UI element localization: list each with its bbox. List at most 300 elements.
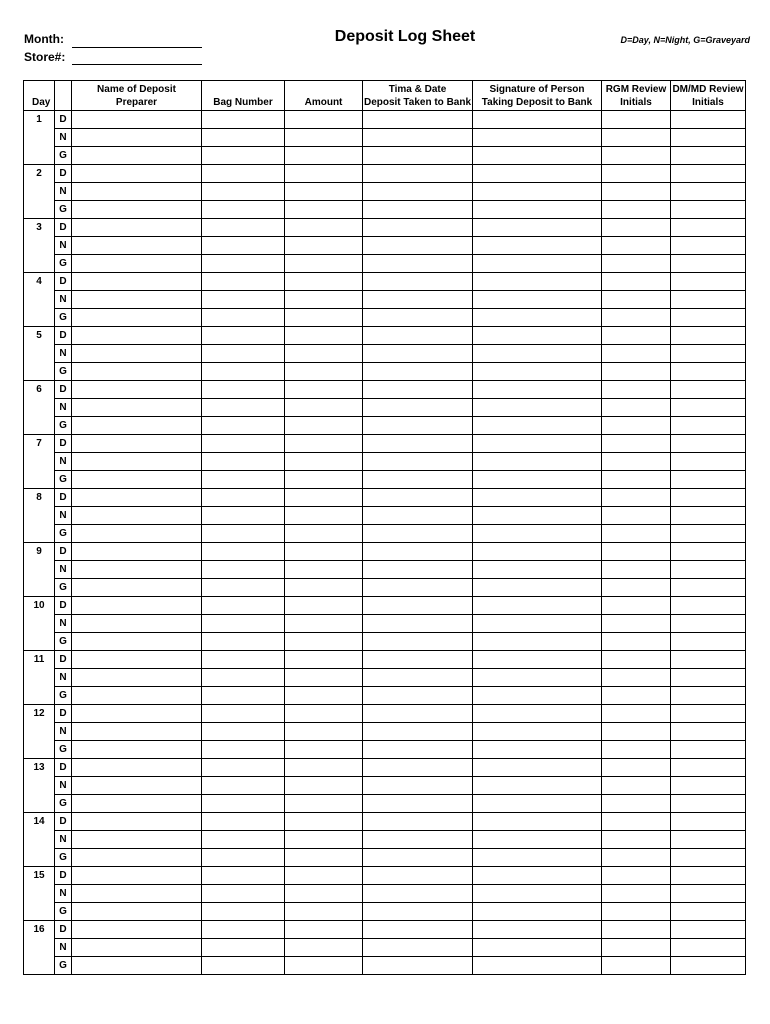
signature-cell[interactable] xyxy=(473,327,602,345)
signature-cell[interactable] xyxy=(473,201,602,219)
bag-number-cell[interactable] xyxy=(202,471,285,489)
signature-cell[interactable] xyxy=(473,813,602,831)
time-date-cell[interactable] xyxy=(363,957,473,975)
time-date-cell[interactable] xyxy=(363,633,473,651)
signature-cell[interactable] xyxy=(473,705,602,723)
dm-md-initials-cell[interactable] xyxy=(671,489,746,507)
preparer-cell[interactable] xyxy=(72,795,202,813)
rgm-initials-cell[interactable] xyxy=(602,723,671,741)
signature-cell[interactable] xyxy=(473,471,602,489)
bag-number-cell[interactable] xyxy=(202,561,285,579)
dm-md-initials-cell[interactable] xyxy=(671,957,746,975)
preparer-cell[interactable] xyxy=(72,399,202,417)
preparer-cell[interactable] xyxy=(72,291,202,309)
rgm-initials-cell[interactable] xyxy=(602,237,671,255)
amount-cell[interactable] xyxy=(285,471,363,489)
dm-md-initials-cell[interactable] xyxy=(671,309,746,327)
preparer-cell[interactable] xyxy=(72,381,202,399)
dm-md-initials-cell[interactable] xyxy=(671,777,746,795)
bag-number-cell[interactable] xyxy=(202,795,285,813)
preparer-cell[interactable] xyxy=(72,363,202,381)
time-date-cell[interactable] xyxy=(363,561,473,579)
time-date-cell[interactable] xyxy=(363,885,473,903)
amount-cell[interactable] xyxy=(285,201,363,219)
preparer-cell[interactable] xyxy=(72,435,202,453)
signature-cell[interactable] xyxy=(473,687,602,705)
signature-cell[interactable] xyxy=(473,507,602,525)
bag-number-cell[interactable] xyxy=(202,525,285,543)
rgm-initials-cell[interactable] xyxy=(602,741,671,759)
rgm-initials-cell[interactable] xyxy=(602,759,671,777)
bag-number-cell[interactable] xyxy=(202,849,285,867)
time-date-cell[interactable] xyxy=(363,111,473,129)
time-date-cell[interactable] xyxy=(363,579,473,597)
preparer-cell[interactable] xyxy=(72,111,202,129)
month-field[interactable] xyxy=(72,47,202,48)
bag-number-cell[interactable] xyxy=(202,489,285,507)
bag-number-cell[interactable] xyxy=(202,867,285,885)
preparer-cell[interactable] xyxy=(72,669,202,687)
bag-number-cell[interactable] xyxy=(202,885,285,903)
signature-cell[interactable] xyxy=(473,795,602,813)
preparer-cell[interactable] xyxy=(72,309,202,327)
preparer-cell[interactable] xyxy=(72,687,202,705)
amount-cell[interactable] xyxy=(285,147,363,165)
bag-number-cell[interactable] xyxy=(202,345,285,363)
amount-cell[interactable] xyxy=(285,489,363,507)
time-date-cell[interactable] xyxy=(363,939,473,957)
amount-cell[interactable] xyxy=(285,939,363,957)
preparer-cell[interactable] xyxy=(72,183,202,201)
preparer-cell[interactable] xyxy=(72,759,202,777)
store-field[interactable] xyxy=(72,64,202,65)
amount-cell[interactable] xyxy=(285,345,363,363)
preparer-cell[interactable] xyxy=(72,651,202,669)
preparer-cell[interactable] xyxy=(72,489,202,507)
time-date-cell[interactable] xyxy=(363,453,473,471)
signature-cell[interactable] xyxy=(473,921,602,939)
signature-cell[interactable] xyxy=(473,147,602,165)
time-date-cell[interactable] xyxy=(363,795,473,813)
signature-cell[interactable] xyxy=(473,165,602,183)
signature-cell[interactable] xyxy=(473,309,602,327)
preparer-cell[interactable] xyxy=(72,741,202,759)
signature-cell[interactable] xyxy=(473,615,602,633)
bag-number-cell[interactable] xyxy=(202,669,285,687)
dm-md-initials-cell[interactable] xyxy=(671,579,746,597)
signature-cell[interactable] xyxy=(473,543,602,561)
signature-cell[interactable] xyxy=(473,831,602,849)
bag-number-cell[interactable] xyxy=(202,219,285,237)
time-date-cell[interactable] xyxy=(363,309,473,327)
bag-number-cell[interactable] xyxy=(202,183,285,201)
dm-md-initials-cell[interactable] xyxy=(671,255,746,273)
amount-cell[interactable] xyxy=(285,453,363,471)
preparer-cell[interactable] xyxy=(72,417,202,435)
preparer-cell[interactable] xyxy=(72,237,202,255)
dm-md-initials-cell[interactable] xyxy=(671,327,746,345)
amount-cell[interactable] xyxy=(285,579,363,597)
dm-md-initials-cell[interactable] xyxy=(671,543,746,561)
bag-number-cell[interactable] xyxy=(202,147,285,165)
bag-number-cell[interactable] xyxy=(202,291,285,309)
rgm-initials-cell[interactable] xyxy=(602,327,671,345)
bag-number-cell[interactable] xyxy=(202,381,285,399)
amount-cell[interactable] xyxy=(285,615,363,633)
bag-number-cell[interactable] xyxy=(202,417,285,435)
time-date-cell[interactable] xyxy=(363,435,473,453)
signature-cell[interactable] xyxy=(473,129,602,147)
preparer-cell[interactable] xyxy=(72,525,202,543)
rgm-initials-cell[interactable] xyxy=(602,597,671,615)
signature-cell[interactable] xyxy=(473,651,602,669)
amount-cell[interactable] xyxy=(285,669,363,687)
dm-md-initials-cell[interactable] xyxy=(671,831,746,849)
signature-cell[interactable] xyxy=(473,435,602,453)
time-date-cell[interactable] xyxy=(363,129,473,147)
time-date-cell[interactable] xyxy=(363,363,473,381)
bag-number-cell[interactable] xyxy=(202,723,285,741)
preparer-cell[interactable] xyxy=(72,921,202,939)
bag-number-cell[interactable] xyxy=(202,831,285,849)
signature-cell[interactable] xyxy=(473,939,602,957)
amount-cell[interactable] xyxy=(285,417,363,435)
preparer-cell[interactable] xyxy=(72,219,202,237)
amount-cell[interactable] xyxy=(285,813,363,831)
bag-number-cell[interactable] xyxy=(202,273,285,291)
time-date-cell[interactable] xyxy=(363,237,473,255)
dm-md-initials-cell[interactable] xyxy=(671,471,746,489)
preparer-cell[interactable] xyxy=(72,273,202,291)
bag-number-cell[interactable] xyxy=(202,705,285,723)
dm-md-initials-cell[interactable] xyxy=(671,147,746,165)
rgm-initials-cell[interactable] xyxy=(602,273,671,291)
dm-md-initials-cell[interactable] xyxy=(671,669,746,687)
time-date-cell[interactable] xyxy=(363,381,473,399)
preparer-cell[interactable] xyxy=(72,255,202,273)
bag-number-cell[interactable] xyxy=(202,201,285,219)
dm-md-initials-cell[interactable] xyxy=(671,903,746,921)
rgm-initials-cell[interactable] xyxy=(602,201,671,219)
bag-number-cell[interactable] xyxy=(202,687,285,705)
rgm-initials-cell[interactable] xyxy=(602,705,671,723)
dm-md-initials-cell[interactable] xyxy=(671,651,746,669)
rgm-initials-cell[interactable] xyxy=(602,849,671,867)
signature-cell[interactable] xyxy=(473,417,602,435)
dm-md-initials-cell[interactable] xyxy=(671,111,746,129)
rgm-initials-cell[interactable] xyxy=(602,651,671,669)
dm-md-initials-cell[interactable] xyxy=(671,525,746,543)
dm-md-initials-cell[interactable] xyxy=(671,939,746,957)
time-date-cell[interactable] xyxy=(363,867,473,885)
signature-cell[interactable] xyxy=(473,561,602,579)
signature-cell[interactable] xyxy=(473,453,602,471)
bag-number-cell[interactable] xyxy=(202,543,285,561)
bag-number-cell[interactable] xyxy=(202,111,285,129)
preparer-cell[interactable] xyxy=(72,129,202,147)
dm-md-initials-cell[interactable] xyxy=(671,687,746,705)
preparer-cell[interactable] xyxy=(72,957,202,975)
time-date-cell[interactable] xyxy=(363,777,473,795)
rgm-initials-cell[interactable] xyxy=(602,345,671,363)
time-date-cell[interactable] xyxy=(363,327,473,345)
amount-cell[interactable] xyxy=(285,687,363,705)
signature-cell[interactable] xyxy=(473,597,602,615)
dm-md-initials-cell[interactable] xyxy=(671,723,746,741)
dm-md-initials-cell[interactable] xyxy=(671,561,746,579)
amount-cell[interactable] xyxy=(285,219,363,237)
rgm-initials-cell[interactable] xyxy=(602,903,671,921)
signature-cell[interactable] xyxy=(473,885,602,903)
amount-cell[interactable] xyxy=(285,597,363,615)
amount-cell[interactable] xyxy=(285,759,363,777)
time-date-cell[interactable] xyxy=(363,219,473,237)
amount-cell[interactable] xyxy=(285,291,363,309)
dm-md-initials-cell[interactable] xyxy=(671,813,746,831)
signature-cell[interactable] xyxy=(473,759,602,777)
amount-cell[interactable] xyxy=(285,921,363,939)
signature-cell[interactable] xyxy=(473,579,602,597)
rgm-initials-cell[interactable] xyxy=(602,831,671,849)
amount-cell[interactable] xyxy=(285,183,363,201)
signature-cell[interactable] xyxy=(473,741,602,759)
amount-cell[interactable] xyxy=(285,867,363,885)
amount-cell[interactable] xyxy=(285,273,363,291)
rgm-initials-cell[interactable] xyxy=(602,219,671,237)
preparer-cell[interactable] xyxy=(72,507,202,525)
rgm-initials-cell[interactable] xyxy=(602,939,671,957)
signature-cell[interactable] xyxy=(473,849,602,867)
preparer-cell[interactable] xyxy=(72,453,202,471)
time-date-cell[interactable] xyxy=(363,651,473,669)
amount-cell[interactable] xyxy=(285,507,363,525)
preparer-cell[interactable] xyxy=(72,597,202,615)
rgm-initials-cell[interactable] xyxy=(602,309,671,327)
time-date-cell[interactable] xyxy=(363,615,473,633)
dm-md-initials-cell[interactable] xyxy=(671,849,746,867)
dm-md-initials-cell[interactable] xyxy=(671,183,746,201)
dm-md-initials-cell[interactable] xyxy=(671,507,746,525)
rgm-initials-cell[interactable] xyxy=(602,795,671,813)
dm-md-initials-cell[interactable] xyxy=(671,705,746,723)
bag-number-cell[interactable] xyxy=(202,813,285,831)
preparer-cell[interactable] xyxy=(72,867,202,885)
rgm-initials-cell[interactable] xyxy=(602,111,671,129)
rgm-initials-cell[interactable] xyxy=(602,615,671,633)
bag-number-cell[interactable] xyxy=(202,759,285,777)
time-date-cell[interactable] xyxy=(363,417,473,435)
amount-cell[interactable] xyxy=(285,363,363,381)
signature-cell[interactable] xyxy=(473,399,602,417)
dm-md-initials-cell[interactable] xyxy=(671,363,746,381)
amount-cell[interactable] xyxy=(285,705,363,723)
dm-md-initials-cell[interactable] xyxy=(671,381,746,399)
time-date-cell[interactable] xyxy=(363,759,473,777)
time-date-cell[interactable] xyxy=(363,147,473,165)
dm-md-initials-cell[interactable] xyxy=(671,399,746,417)
rgm-initials-cell[interactable] xyxy=(602,543,671,561)
preparer-cell[interactable] xyxy=(72,849,202,867)
dm-md-initials-cell[interactable] xyxy=(671,633,746,651)
amount-cell[interactable] xyxy=(285,885,363,903)
preparer-cell[interactable] xyxy=(72,201,202,219)
bag-number-cell[interactable] xyxy=(202,255,285,273)
amount-cell[interactable] xyxy=(285,777,363,795)
rgm-initials-cell[interactable] xyxy=(602,633,671,651)
bag-number-cell[interactable] xyxy=(202,957,285,975)
preparer-cell[interactable] xyxy=(72,345,202,363)
amount-cell[interactable] xyxy=(285,165,363,183)
dm-md-initials-cell[interactable] xyxy=(671,795,746,813)
time-date-cell[interactable] xyxy=(363,687,473,705)
dm-md-initials-cell[interactable] xyxy=(671,759,746,777)
signature-cell[interactable] xyxy=(473,273,602,291)
preparer-cell[interactable] xyxy=(72,939,202,957)
signature-cell[interactable] xyxy=(473,867,602,885)
rgm-initials-cell[interactable] xyxy=(602,165,671,183)
bag-number-cell[interactable] xyxy=(202,165,285,183)
time-date-cell[interactable] xyxy=(363,705,473,723)
dm-md-initials-cell[interactable] xyxy=(671,129,746,147)
preparer-cell[interactable] xyxy=(72,543,202,561)
signature-cell[interactable] xyxy=(473,489,602,507)
bag-number-cell[interactable] xyxy=(202,327,285,345)
dm-md-initials-cell[interactable] xyxy=(671,597,746,615)
amount-cell[interactable] xyxy=(285,723,363,741)
amount-cell[interactable] xyxy=(285,255,363,273)
time-date-cell[interactable] xyxy=(363,525,473,543)
dm-md-initials-cell[interactable] xyxy=(671,273,746,291)
bag-number-cell[interactable] xyxy=(202,939,285,957)
rgm-initials-cell[interactable] xyxy=(602,507,671,525)
rgm-initials-cell[interactable] xyxy=(602,525,671,543)
rgm-initials-cell[interactable] xyxy=(602,129,671,147)
amount-cell[interactable] xyxy=(285,957,363,975)
time-date-cell[interactable] xyxy=(363,813,473,831)
amount-cell[interactable] xyxy=(285,849,363,867)
preparer-cell[interactable] xyxy=(72,903,202,921)
dm-md-initials-cell[interactable] xyxy=(671,885,746,903)
dm-md-initials-cell[interactable] xyxy=(671,435,746,453)
rgm-initials-cell[interactable] xyxy=(602,579,671,597)
preparer-cell[interactable] xyxy=(72,579,202,597)
bag-number-cell[interactable] xyxy=(202,777,285,795)
amount-cell[interactable] xyxy=(285,111,363,129)
dm-md-initials-cell[interactable] xyxy=(671,219,746,237)
signature-cell[interactable] xyxy=(473,345,602,363)
signature-cell[interactable] xyxy=(473,903,602,921)
preparer-cell[interactable] xyxy=(72,705,202,723)
rgm-initials-cell[interactable] xyxy=(602,183,671,201)
rgm-initials-cell[interactable] xyxy=(602,813,671,831)
preparer-cell[interactable] xyxy=(72,147,202,165)
amount-cell[interactable] xyxy=(285,795,363,813)
rgm-initials-cell[interactable] xyxy=(602,561,671,579)
rgm-initials-cell[interactable] xyxy=(602,867,671,885)
preparer-cell[interactable] xyxy=(72,813,202,831)
rgm-initials-cell[interactable] xyxy=(602,255,671,273)
dm-md-initials-cell[interactable] xyxy=(671,453,746,471)
amount-cell[interactable] xyxy=(285,651,363,669)
time-date-cell[interactable] xyxy=(363,345,473,363)
bag-number-cell[interactable] xyxy=(202,435,285,453)
preparer-cell[interactable] xyxy=(72,723,202,741)
amount-cell[interactable] xyxy=(285,633,363,651)
preparer-cell[interactable] xyxy=(72,633,202,651)
bag-number-cell[interactable] xyxy=(202,309,285,327)
time-date-cell[interactable] xyxy=(363,291,473,309)
time-date-cell[interactable] xyxy=(363,543,473,561)
bag-number-cell[interactable] xyxy=(202,129,285,147)
bag-number-cell[interactable] xyxy=(202,399,285,417)
bag-number-cell[interactable] xyxy=(202,579,285,597)
bag-number-cell[interactable] xyxy=(202,741,285,759)
bag-number-cell[interactable] xyxy=(202,507,285,525)
time-date-cell[interactable] xyxy=(363,273,473,291)
time-date-cell[interactable] xyxy=(363,183,473,201)
signature-cell[interactable] xyxy=(473,381,602,399)
time-date-cell[interactable] xyxy=(363,741,473,759)
signature-cell[interactable] xyxy=(473,957,602,975)
rgm-initials-cell[interactable] xyxy=(602,471,671,489)
time-date-cell[interactable] xyxy=(363,921,473,939)
bag-number-cell[interactable] xyxy=(202,921,285,939)
time-date-cell[interactable] xyxy=(363,831,473,849)
signature-cell[interactable] xyxy=(473,525,602,543)
rgm-initials-cell[interactable] xyxy=(602,957,671,975)
dm-md-initials-cell[interactable] xyxy=(671,345,746,363)
time-date-cell[interactable] xyxy=(363,489,473,507)
bag-number-cell[interactable] xyxy=(202,597,285,615)
signature-cell[interactable] xyxy=(473,723,602,741)
amount-cell[interactable] xyxy=(285,543,363,561)
preparer-cell[interactable] xyxy=(72,831,202,849)
dm-md-initials-cell[interactable] xyxy=(671,615,746,633)
preparer-cell[interactable] xyxy=(72,165,202,183)
preparer-cell[interactable] xyxy=(72,327,202,345)
bag-number-cell[interactable] xyxy=(202,651,285,669)
time-date-cell[interactable] xyxy=(363,399,473,417)
time-date-cell[interactable] xyxy=(363,723,473,741)
time-date-cell[interactable] xyxy=(363,165,473,183)
bag-number-cell[interactable] xyxy=(202,237,285,255)
bag-number-cell[interactable] xyxy=(202,363,285,381)
time-date-cell[interactable] xyxy=(363,903,473,921)
dm-md-initials-cell[interactable] xyxy=(671,921,746,939)
time-date-cell[interactable] xyxy=(363,849,473,867)
rgm-initials-cell[interactable] xyxy=(602,417,671,435)
amount-cell[interactable] xyxy=(285,561,363,579)
time-date-cell[interactable] xyxy=(363,471,473,489)
time-date-cell[interactable] xyxy=(363,597,473,615)
bag-number-cell[interactable] xyxy=(202,633,285,651)
signature-cell[interactable] xyxy=(473,633,602,651)
amount-cell[interactable] xyxy=(285,831,363,849)
amount-cell[interactable] xyxy=(285,309,363,327)
dm-md-initials-cell[interactable] xyxy=(671,867,746,885)
signature-cell[interactable] xyxy=(473,183,602,201)
signature-cell[interactable] xyxy=(473,219,602,237)
amount-cell[interactable] xyxy=(285,327,363,345)
amount-cell[interactable] xyxy=(285,381,363,399)
signature-cell[interactable] xyxy=(473,255,602,273)
amount-cell[interactable] xyxy=(285,435,363,453)
time-date-cell[interactable] xyxy=(363,669,473,687)
time-date-cell[interactable] xyxy=(363,255,473,273)
rgm-initials-cell[interactable] xyxy=(602,363,671,381)
amount-cell[interactable] xyxy=(285,903,363,921)
time-date-cell[interactable] xyxy=(363,201,473,219)
